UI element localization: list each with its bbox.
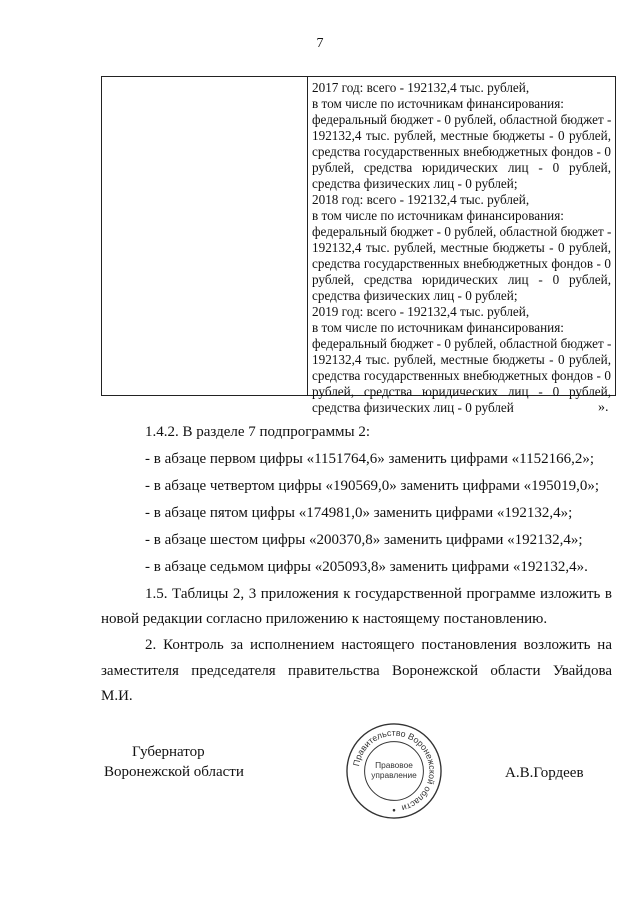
cell-line: средства физических лиц - 0 рублей (312, 400, 514, 415)
bullet-item: - в абзаце первом цифры «1151764,6» заменить цифрами «1152166,2»; (145, 451, 595, 467)
signatory-title-line1: Губернатор (132, 744, 205, 760)
cell-line: средства физических лиц - 0 рублей; (312, 288, 518, 303)
paragraph-2-line2: заместителя председателя правительства Воронежской области Увайдова (101, 663, 612, 679)
cell-line: рублей, средства юридических лиц - 0 рублей, (312, 272, 611, 287)
cell-line: 2019 год: всего - 192132,4 тыс. рублей, (312, 304, 530, 319)
signatory-title (104, 742, 244, 782)
seal-dot (393, 809, 396, 812)
signatory-title-line2: Воронежской области (104, 764, 244, 780)
cell-line: средства государственных внебюджетных фондов - 0 (312, 256, 611, 271)
cell-line: средства государственных внебюджетных фондов - 0 (312, 144, 611, 159)
bullet-item: - в абзаце шестом цифры «200370,8» заменить цифрами «192132,4»; (145, 532, 583, 548)
cell-line: рублей, средства юридических лиц - 0 рублей, (312, 384, 611, 399)
cell-line: 2017 год: всего - 192132,4 тыс. рублей, (312, 80, 530, 95)
paragraph-1-5-line1: 1.5. Таблицы 2, 3 приложения к государственной программе изложить в (145, 586, 612, 602)
cell-line: средства физических лиц - 0 рублей; (312, 176, 518, 191)
paragraph-2-line1: 2. Контроль за исполнением настоящего постановления возложить на (145, 637, 612, 653)
cell-line: 2018 год: всего - 192132,4 тыс. рублей, (312, 192, 530, 207)
page-number: 7 (316, 36, 324, 51)
cell-line: федеральный бюджет - 0 рублей, областной бюджет - (312, 336, 612, 351)
paragraph-1-4-2: 1.4.2. В разделе 7 подпрограммы 2: (145, 424, 371, 440)
bullet-item: - в абзаце седьмом цифры «205093,8» заменить цифрами «192132,4». (145, 559, 588, 575)
cell-line: 192132,4 тыс. рублей, местные бюджеты - 0 рублей, (312, 352, 611, 367)
cell-line: федеральный бюджет - 0 рублей, областной бюджет - (312, 112, 612, 127)
closing-quote: ». (598, 400, 609, 415)
seal-center-line1: Правовое (375, 760, 413, 771)
official-seal-stamp (345, 722, 443, 820)
financing-table (101, 76, 616, 415)
table-column-divider (307, 77, 308, 395)
seal-ring-text: Правительство Воронежской области (351, 727, 438, 814)
paragraph-2-line3: М.И. (101, 688, 133, 704)
cell-line: 192132,4 тыс. рублей, местные бюджеты - 0 рублей, (312, 128, 611, 143)
table-financing-cell (312, 80, 611, 416)
cell-line: средства государственных внебюджетных фондов - 0 (312, 368, 611, 383)
bullet-item: - в абзаце пятом цифры «174981,0» заменить цифрами «192132,4»; (145, 505, 573, 521)
seal-center-line2: управление (371, 769, 417, 780)
cell-line: 192132,4 тыс. рублей, местные бюджеты - 0 рублей, (312, 240, 611, 255)
cell-line: рублей, средства юридических лиц - 0 рублей, (312, 160, 611, 175)
bullet-item: - в абзаце четвертом цифры «190569,0» заменить цифрами «195019,0»; (145, 478, 600, 494)
cell-line: в том числе по источникам финансирования: (312, 96, 564, 111)
signatory-name: А.В.Гордеев (505, 765, 584, 781)
paragraph-1-5-line2: новой редакции согласно приложению к настоящему постановлению. (101, 611, 548, 627)
cell-line: в том числе по источникам финансирования: (312, 320, 564, 335)
cell-line: в том числе по источникам финансирования: (312, 208, 564, 223)
cell-line: федеральный бюджет - 0 рублей, областной бюджет - (312, 224, 612, 239)
